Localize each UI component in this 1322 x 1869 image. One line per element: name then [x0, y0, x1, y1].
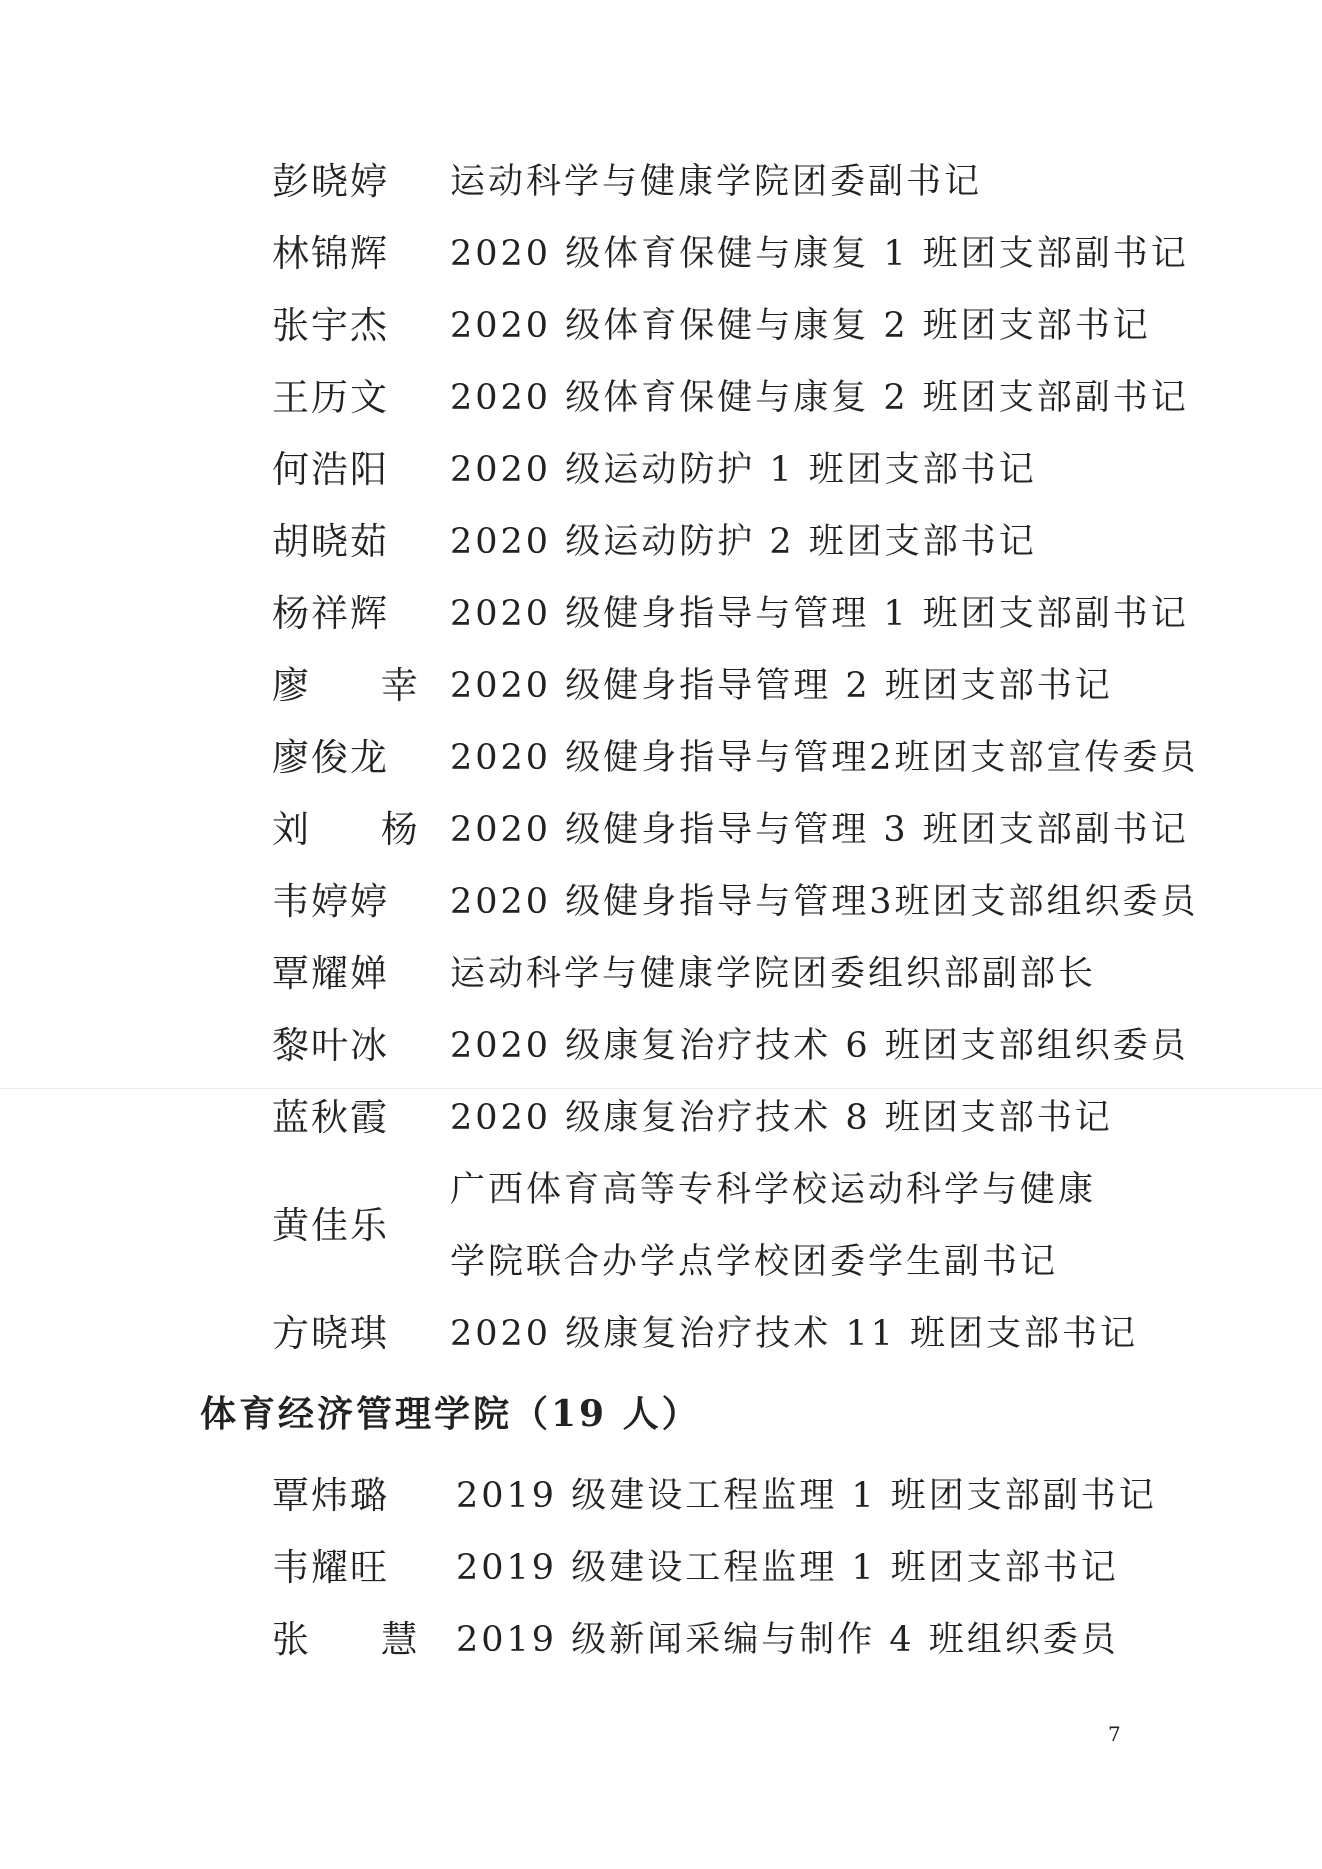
list-item — [0, 1010, 1322, 1082]
list-item — [0, 1460, 1322, 1532]
person-name: 林锦辉 — [272, 232, 389, 275]
list-item — [0, 362, 1322, 434]
person-role: 2020 级健身指导与管理2班团支部宣传委员 — [450, 738, 1199, 778]
person-name: 黎叶冰 — [272, 1024, 389, 1067]
person-role: 2020 级体育保健与康复 2 班团支部书记 — [450, 306, 1151, 346]
person-role: 2020 级运动防护 2 班团支部书记 — [450, 522, 1037, 562]
person-name: 张 慧 — [272, 1618, 448, 1661]
list-item — [0, 1082, 1322, 1154]
person-role: 2020 级体育保健与康复 1 班团支部副书记 — [450, 234, 1189, 274]
person-role: 2019 级建设工程监理 1 班团支部书记 — [456, 1548, 1119, 1588]
person-role: 2020 级体育保健与康复 2 班团支部副书记 — [450, 378, 1189, 418]
person-name: 张宇杰 — [272, 304, 389, 347]
page-number: 7 — [1108, 1722, 1121, 1746]
person-name: 蓝秋霞 — [272, 1096, 389, 1139]
person-name: 彭晓婷 — [272, 160, 389, 203]
person-name: 廖 幸 — [272, 664, 448, 707]
list-item — [0, 506, 1322, 578]
person-role: 2020 级康复治疗技术 6 班团支部组织委员 — [450, 1026, 1189, 1066]
person-role: 2020 级健身指导与管理 1 班团支部副书记 — [450, 594, 1189, 634]
list-item — [0, 146, 1322, 218]
list-item — [0, 722, 1322, 794]
person-name: 刘 杨 — [272, 808, 448, 851]
list-item — [0, 290, 1322, 362]
person-role: 运动科学与健康学院团委组织部副部长 — [450, 954, 1097, 994]
person-name: 廖俊龙 — [272, 736, 389, 779]
person-role: 2019 级新闻采编与制作 4 班组织委员 — [456, 1620, 1119, 1660]
person-role: 2020 级健身指导管理 2 班团支部书记 — [450, 666, 1113, 706]
person-name: 韦耀旺 — [272, 1546, 389, 1589]
person-name: 胡晓茹 — [272, 520, 389, 563]
person-name: 覃炜璐 — [272, 1474, 389, 1517]
person-name: 韦婷婷 — [272, 880, 389, 923]
person-name: 覃耀婵 — [272, 952, 389, 995]
list-item — [0, 794, 1322, 866]
person-role: 运动科学与健康学院团委副书记 — [450, 162, 983, 202]
list-item — [0, 1298, 1322, 1370]
person-role: 2020 级健身指导与管理3班团支部组织委员 — [450, 882, 1199, 922]
person-role: 2020 级健身指导与管理 3 班团支部副书记 — [450, 810, 1189, 850]
list-item — [0, 650, 1322, 722]
list-item — [0, 578, 1322, 650]
person-name: 王历文 — [272, 376, 389, 419]
list-item — [0, 434, 1322, 506]
list-item — [0, 218, 1322, 290]
list-item — [0, 938, 1322, 1010]
person-name: 方晓琪 — [272, 1312, 389, 1355]
section-title: 体育经济管理学院（19 人） — [200, 1393, 701, 1435]
person-role: 2020 级运动防护 1 班团支部书记 — [450, 450, 1037, 490]
person-role: 2020 级康复治疗技术 8 班团支部书记 — [450, 1098, 1113, 1138]
person-name: 黄佳乐 — [272, 1204, 389, 1247]
person-role: 2020 级康复治疗技术 11 班团支部书记 — [450, 1314, 1138, 1354]
list-item — [0, 1604, 1322, 1676]
list-item — [0, 1532, 1322, 1604]
person-name: 杨祥辉 — [272, 592, 389, 635]
person-name: 何浩阳 — [272, 448, 389, 491]
list-item — [0, 1154, 1322, 1298]
person-role: 广西体育高等专科学校运动科学与健康学院联合办学点学校团委学生副书记 — [450, 1170, 1097, 1282]
list-item — [0, 866, 1322, 938]
person-role: 2019 级建设工程监理 1 班团支部副书记 — [456, 1476, 1157, 1516]
